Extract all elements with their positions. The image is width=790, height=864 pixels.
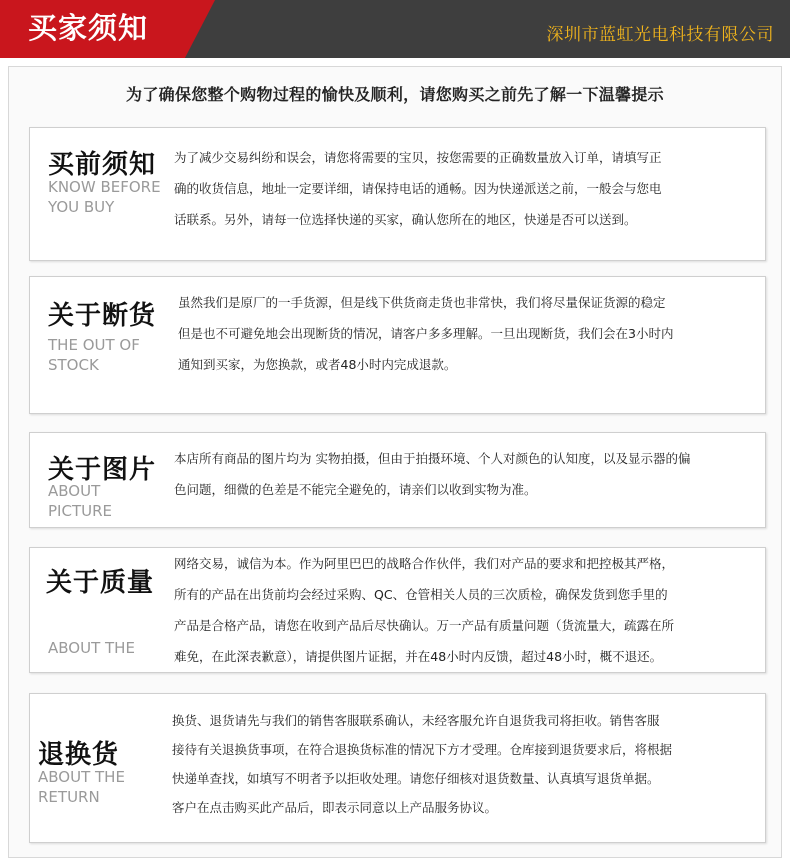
section-subheading-line: THE OUT OF [48,336,140,354]
section-subheading-line: ABOUT THE [48,639,135,657]
section-subheading-line: PICTURE [48,502,112,520]
section-body-line: 快递单查找，如填写不明者予以拒收处理。请您仔细核对退货数量、认真填写退货单据。 [172,771,660,786]
section-card-out-of-stock [29,276,766,414]
section-body-line: 客户在点击购买此产品后，即表示同意以上产品服务协议。 [172,800,498,815]
section-card-about-quality [29,547,766,673]
section-body-line: 但是也不可避免地会出现断货的情况，请客户多多理解。一旦出现断货，我们会在3小时内 [178,326,674,341]
section-body-line: 为了减少交易纠纷和误会，请您将需要的宝贝，按您需要的正确数量放入订单，请填写正 [174,150,662,165]
section-subheading [48,177,161,217]
section-body-line: 换货、退货请先与我们的销售客服联系确认，未经客服允许自退货我司将拒收。销售客服 [172,713,660,728]
section-subheading [48,335,140,375]
section-body-line: 产品是合格产品，请您在收到产品后尽快确认。万一产品有质量问题（货流量大，疏露在所 [174,618,675,633]
section-subheading-line: STOCK [48,356,99,374]
section-subheading-line: KNOW BEFORE [48,178,161,196]
banner-title: 买家须知 [28,11,149,45]
section-heading: 买前须知 [48,150,157,180]
section-body-line: 虽然我们是原厂的一手货源，但是线下供货商走货也非常快，我们将尽量保证货源的稳定 [178,295,666,310]
section-subheading [38,767,125,807]
section-body-line: 网络交易，诚信为本。作为阿里巴巴的战略合作伙伴，我们对产品的要求和把控极其严格， [174,556,675,571]
section-subheading [48,481,112,521]
section-body [172,706,672,822]
section-heading: 关于质量 [46,568,155,598]
section-body-line: 所有的产品在出货前均会经过采购、QC、仓管相关人员的三次质检，确保发货到您手里的 [174,587,668,602]
intro-text: 为了确保您整个购物过程的愉快及顺利，请您购买之前先了解一下温馨提示 [126,85,664,104]
section-body-line: 确的收货信息，地址一定要详细，请保持电话的通畅。因为快递派送之前，一般会与您电 [174,181,662,196]
section-subheading-line: YOU BUY [48,198,115,216]
section-body-line: 本店所有商品的图片均为 实物拍摄，但由于拍摄环境、个人对颜色的认知度，以及显示器的偏 [174,451,691,466]
section-subheading-line: ABOUT THE [38,768,125,786]
section-body-line: 接待有关退换货事项，在符合退换货标准的情况下方才受理。仓库接到退货要求后，将根据 [172,742,673,757]
section-subheading-line: RETURN [38,788,100,806]
header-banner [0,0,790,58]
section-body-line: 通知到买家，为您换款，或者48小时内完成退款。 [178,357,457,372]
section-card-know-before-you-buy [29,127,766,261]
section-body [174,548,674,672]
section-heading: 关于断货 [48,301,157,331]
section-body-line: 色问题，细微的色差是不能完全避免的，请亲们以收到实物为准。 [174,482,537,497]
section-body [174,142,662,235]
section-card-about-picture [29,432,766,528]
section-subheading-line: ABOUT [48,482,101,500]
section-body [178,287,673,380]
section-body [174,443,690,505]
company-name: 深圳市蓝虹光电科技有限公司 [546,25,774,45]
section-body-line: 话联系。另外，请每一位选择快递的买家，确认您所在的地区，快递是否可以送到。 [174,212,637,227]
section-body-line: 难免，在此深表歉意），请提供图片证据，并在48小时内反馈，超过48小时，概不退还。 [174,649,663,664]
section-heading: 关于图片 [48,455,157,485]
section-card-about-return [29,693,766,843]
section-heading: 退换货 [38,740,120,770]
